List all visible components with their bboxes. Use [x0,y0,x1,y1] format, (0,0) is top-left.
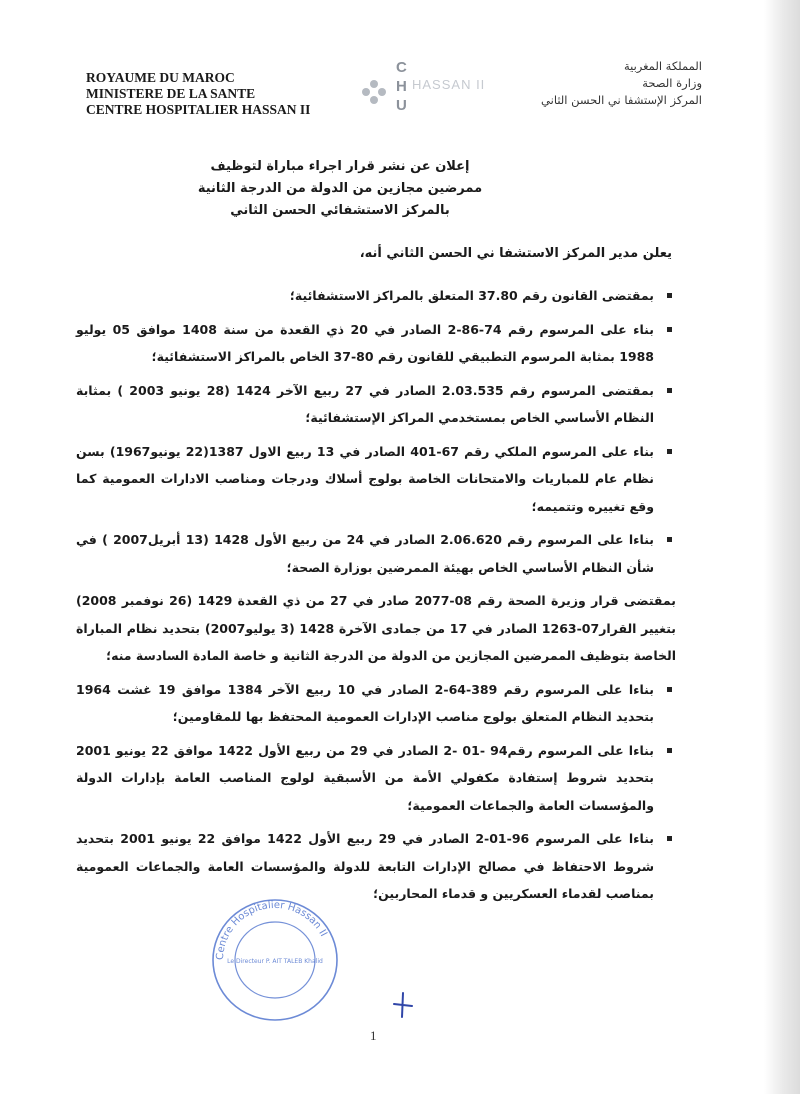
announcement-title [150,156,530,222]
header-arabic [482,58,702,109]
list-item: بناءا على المرسوم 96-01-2 الصادر في 29 ربيع الأول 1422 موافق 22 يونيو 2001 بتحديد شروط الاحتفاظ في مصالح الإدارات التابعة للدولة والمؤسسات العامة والجماعات العمومية بمناصب لقدماء العسكريين و قدماء المحاربين؛ [76,825,676,908]
svg-text:Centre Hospitalier Hassan II [215,900,329,960]
header-arabic-line2: وزارة الصحة [642,76,702,90]
title-line2: ممرضين مجازين من الدولة من الدرجة الثانية [197,181,483,196]
official-stamp [205,895,345,1025]
header-arabic-line3: المركز الإستشفا ني الحسن الثاني [541,93,702,107]
page-number: 1 [370,1028,377,1043]
list-item: بناءا على المرسوم رقم94 -01 -2 الصادر في 29 من ربيع الأول 1422 موافق 22 يونيو 2001 بتحديد شروط إستفادة مكفولي الأمة من الأسبقية لولوج المناصب العامة بإدارات الدولة والمؤسسات العامة والجماعات العمومية؛ [76,737,676,820]
list-item: بناءا على المرسوم رقم 389-64-2 الصادر في 10 ربيع الآخر 1384 موافق 19 غشت 1964 بتحديد النظام المتعلق بولوج مناصب الإدارات العمومية المحتفظ بها للمقاومين؛ [76,676,676,731]
list-item: بناء على المرسوم الملكي رقم 67-401 الصادر في 13 ربيع الاول 1387(22 يونيو1967) بسن نظام عام للمباريات والامتحانات الخاصة بولوج أسلاك ودرجات ومناصب الادارات العمومية كما وقع تغييره وتتميمه؛ [76,438,676,521]
logo-letter-u: U [396,97,407,114]
intro-line: يعلن مدير المركز الاستشفا ني الحسن الثاني أنه، [359,246,672,261]
signature-mark [388,990,418,1020]
header-french-line2: MINISTERE DE LA SANTE [86,86,256,101]
logo-letter-c: C [396,59,407,76]
title-line1: إعلان عن نشر قرار اجراء مباراة لتوظيف [210,159,470,174]
header-french-line3: CENTRE HOSPITALIER HASSAN II [86,102,311,117]
header-arabic-line1: المملكة المغربية [623,59,702,73]
list-item: بمقتضى المرسوم رقم 2.03.535 الصادر في 27 ربيع الآخر 1424 (28 يونيو 2003 ) بمثابة النظام الأساسي الخاص بمستخدمي المراكز الإستشفائية؛ [76,377,676,432]
header-french [86,70,346,118]
stamp-inner-text: Le Directeur P. AIT TALEB Khalid [227,958,323,965]
title-line3: بالمركز الاستشفائي الحسن الثاني [230,203,450,218]
logo-text: HASSAN II [412,77,486,92]
page-edge-shadow [764,0,800,1094]
logo-letter-h: H [396,78,407,95]
list-item: بناء على المرسوم رقم 74-86-2 الصادر في 20 ذي القعدة من سنة 1408 موافق 05 يوليو 1988 بمثابة المرسوم التطبيقي للقانون رقم 80-37 الخاص بالمراكز الاستشفائية؛ [76,316,676,371]
paragraph: بمقتضى قرار وزيرة الصحة رقم 08-2077 صادر في 27 من ذي القعدة 1429 (26 نوفمبر 2008) بتغيير القرار07-1263 الصادر في 17 من جمادى الآخرة 1428 (3 يوليو2007) بتحديد نظام المباراة الخاصة بتوظيف الممرضين المجازين من الدولة من الدرجة الثانية و خاصة المادة السادسة منه؛ [76,593,676,663]
stamp-outer-text: Centre Hospitalier Hassan II [214,899,329,961]
list-item: بمقتضى القانون رقم 37.80 المتعلق بالمراكز الاستشفائية؛ [76,282,676,310]
header-french-line1: ROYAUME DU MAROC [86,70,235,85]
document-body [76,282,676,914]
list-item: بناءا على المرسوم رقم 2.06.620 الصادر في 24 من ربيع الأول 1428 (13 أبريل2007 ) في شأن النظام الأساسي الخاص بهيئة الممرضين بوزارة الصحة؛ [76,526,676,581]
